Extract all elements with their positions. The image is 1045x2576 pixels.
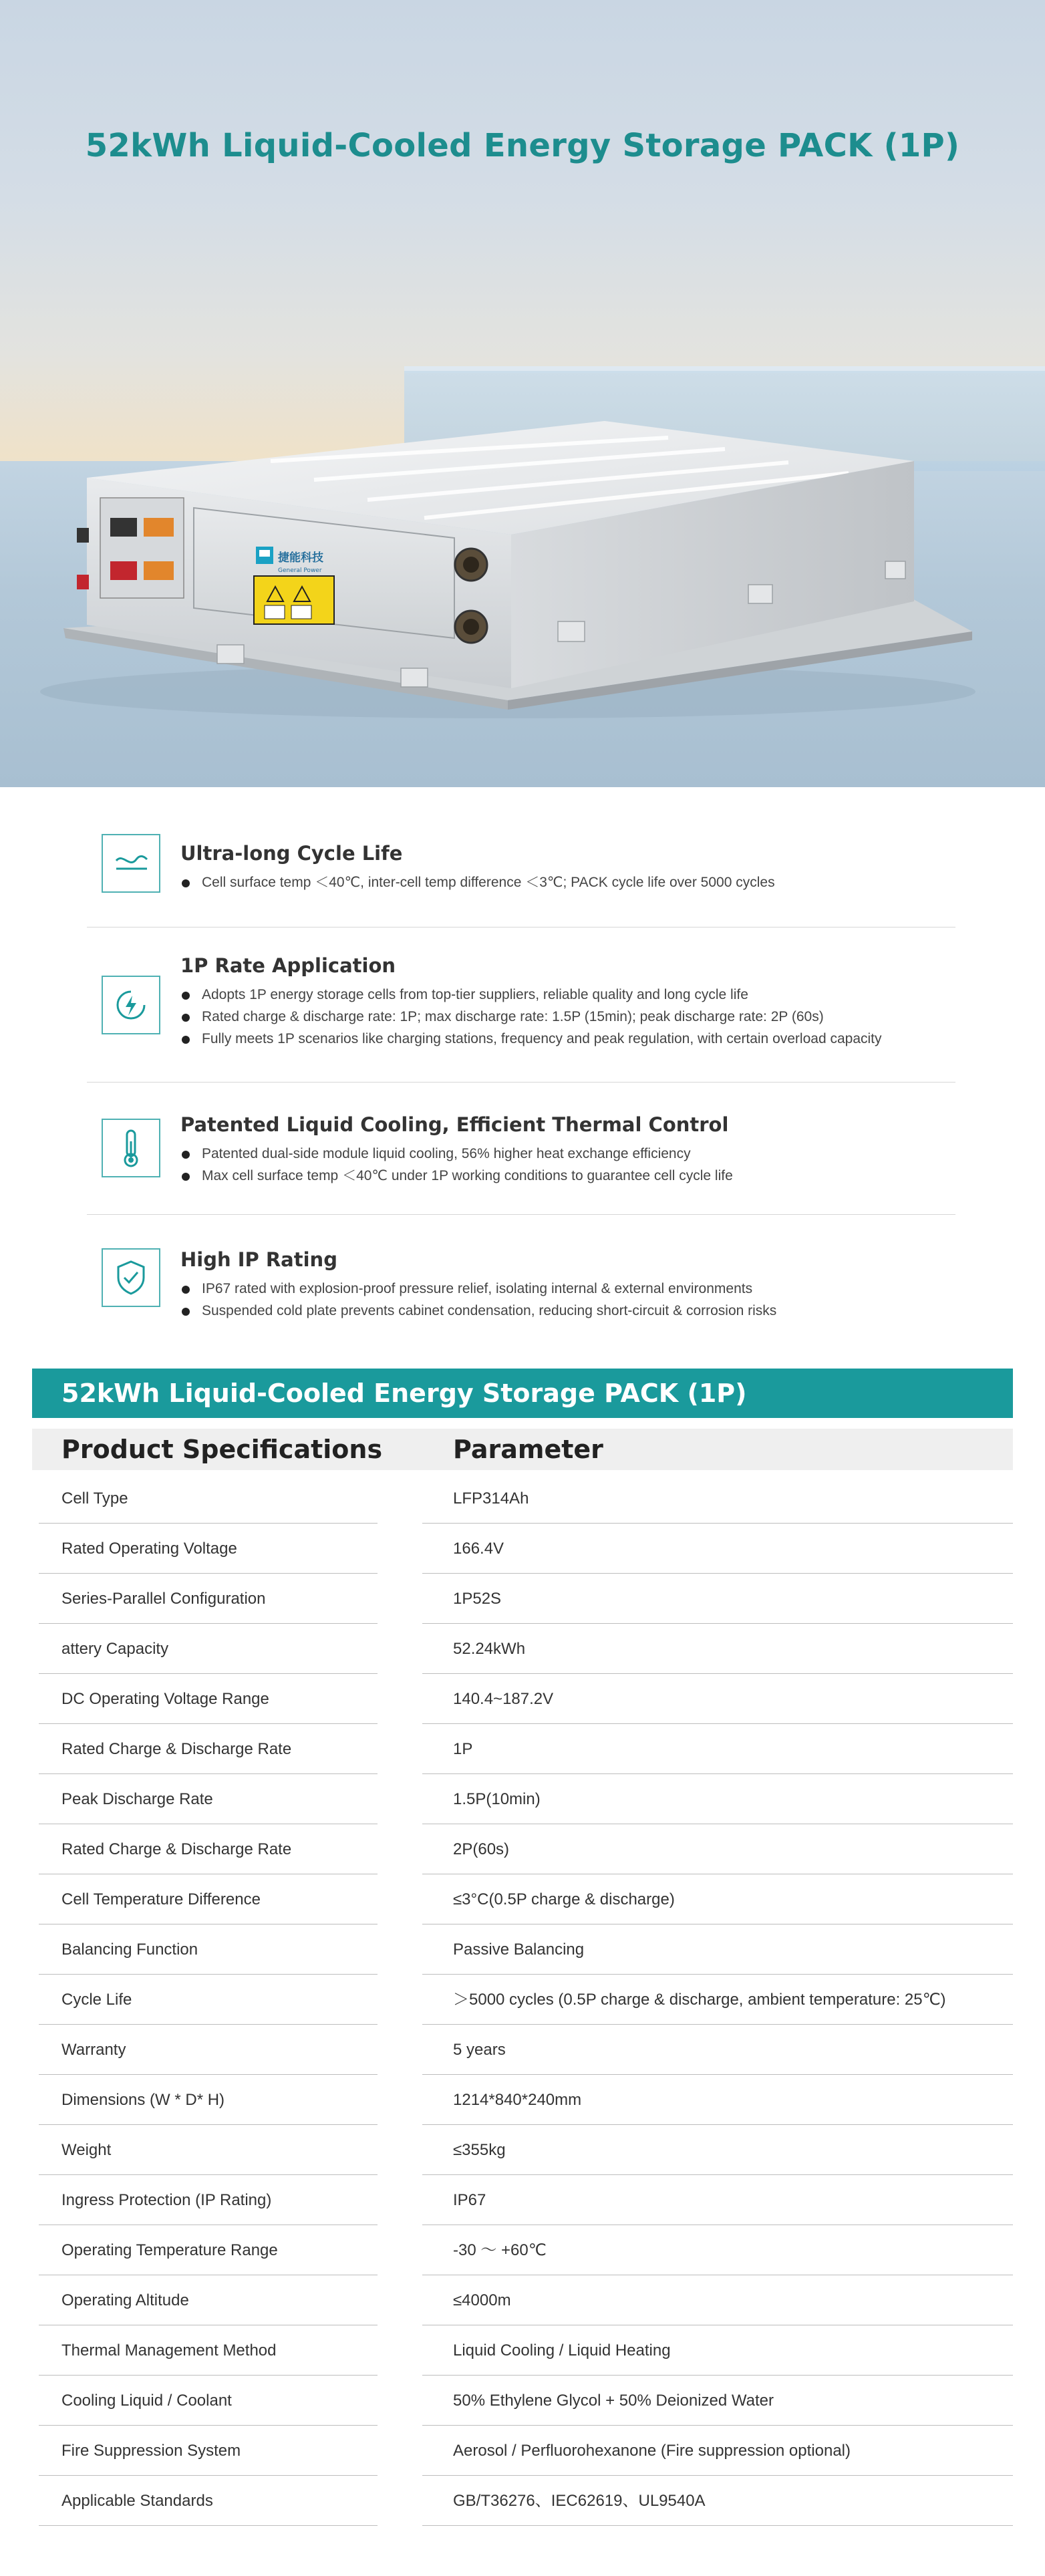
spec-label: Operating Altitude [39,2276,378,2325]
feature-bullet: Cell surface temp ＜40℃, inter-cell temp difference ＜3℃; PACK cycle life over 5000 cycles [180,871,955,893]
spec-value: Passive Balancing [422,1925,1013,1975]
spec-label: Rated Operating Voltage [39,1524,378,1574]
spec-label: Fire Suppression System [39,2426,378,2476]
table-row [0,2476,1045,2527]
red-cap [77,575,89,589]
feature-title: Patented Liquid Cooling, Efficient Thermal Control [180,1113,729,1136]
spec-label: attery Capacity [39,1624,378,1674]
spec-value: 2P(60s) [422,1825,1013,1874]
table-row [0,1875,1045,1925]
battery-pack-illustration [0,0,1045,787]
spec-value: 1P [422,1725,1013,1774]
feature-bullet: Fully meets 1P scenarios like charging stations, frequency and peak regulation, with certain overload capacity [180,1028,955,1050]
feature-title: Ultra-long Cycle Life [180,842,403,865]
spec-value: ≤4000m [422,2276,1013,2325]
spec-value: 140.4~187.2V [422,1675,1013,1724]
spec-label: Warranty [39,2025,378,2075]
table-row [0,1975,1045,2025]
spec-value: ≤3°C(0.5P charge & discharge) [422,1875,1013,1924]
table-row [0,1474,1045,1524]
table-row [0,1524,1045,1574]
feature-list [87,829,955,1322]
table-row [0,2025,1045,2076]
spec-value: 1214*840*240mm [422,2076,1013,2125]
table-row [0,2276,1045,2326]
spec-value: Aerosol / Perfluorohexanone (Fire suppression optional) [422,2426,1013,2476]
spec-value: 52.24kWh [422,1624,1013,1674]
spec-value: ≤355kg [422,2126,1013,2175]
feature-bullet: Rated charge & discharge rate: 1P; max discharge rate: 1.5P (15min); peak discharge rate: 2P (60s) [180,1006,955,1028]
feature-bullet: Adopts 1P energy storage cells from top-tier suppliers, reliable quality and long cycle life [180,984,955,1006]
spec-label: Ingress Protection (IP Rating) [39,2176,378,2225]
table-row [0,1925,1045,1975]
orange-connector-2 [144,561,174,580]
spec-header-left: Product Specifications [61,1435,383,1464]
table-row [0,2076,1045,2126]
table-row [0,2426,1045,2476]
spec-label: Rated Charge & Discharge Rate [39,1725,378,1774]
spec-header-right: Parameter [453,1435,603,1464]
feature-bullet: Max cell surface temp ＜40℃ under 1P working conditions to guarantee cell cycle life [180,1165,955,1187]
lightning-charge-icon [102,976,160,1034]
spec-value: 5 years [422,2025,1013,2075]
spec-value: Liquid Cooling / Liquid Heating [422,2326,1013,2376]
wave-cycle-icon [102,834,160,893]
table-row [0,1775,1045,1825]
feature-bullet: IP67 rated with explosion-proof pressure relief, isolating internal & external environments [180,1278,955,1300]
spec-label: Peak Discharge Rate [39,1775,378,1824]
feature-bullet: Patented dual-side module liquid cooling, 56% higher heat exchange efficiency [180,1143,955,1165]
spec-label: Cooling Liquid / Coolant [39,2376,378,2426]
feature-title: 1P Rate Application [180,954,396,977]
spec-value: ＞5000 cycles (0.5P charge & discharge, ambient temperature: 25℃) [422,1975,1013,2025]
spec-value: 1P52S [422,1574,1013,1624]
table-row [0,2226,1045,2276]
spec-label: Operating Temperature Range [39,2226,378,2275]
table-row [0,2126,1045,2176]
spec-label: Series-Parallel Configuration [39,1574,378,1624]
spec-label: DC Operating Voltage Range [39,1675,378,1724]
spec-value: GB/T36276、IEC62619、UL9540A [422,2476,1013,2526]
table-row [0,2326,1045,2376]
feature-bullet: Suspended cold plate prevents cabinet condensation, reducing short-circuit & corrosion risks [180,1300,955,1322]
spec-value: 50% Ethylene Glycol + 50% Deionized Water [422,2376,1013,2426]
feature-cycle-life [87,829,955,927]
hero-title: 52kWh Liquid-Cooled Energy Storage PACK (1P) [85,127,960,164]
table-row [0,1725,1045,1775]
table-row [0,1825,1045,1875]
spec-label: Balancing Function [39,1925,378,1975]
feature-ip-rating [87,1215,955,1322]
spec-banner-title: 52kWh Liquid-Cooled Energy Storage PACK (1P) [32,1369,1013,1418]
spec-table-body [0,1474,1045,2527]
feature-1p-rate [87,927,955,1083]
spec-value: 166.4V [422,1524,1013,1574]
spec-label: Cell Temperature Difference [39,1875,378,1924]
black-cap [77,528,89,543]
spec-value: 1.5P(10min) [422,1775,1013,1824]
black-terminal [110,518,137,537]
spec-value: -30 ～ +60℃ [422,2226,1013,2275]
spec-label: Cell Type [39,1474,378,1524]
spec-value: LFP314Ah [422,1474,1013,1524]
table-row [0,1624,1045,1675]
table-row [0,1574,1045,1624]
table-row [0,2176,1045,2226]
thermometer-icon [102,1119,160,1177]
feature-title: High IP Rating [180,1248,337,1271]
spec-label: Thermal Management Method [39,2326,378,2376]
orange-connector [144,518,174,537]
table-row [0,2376,1045,2426]
spec-label: Applicable Standards [39,2476,378,2526]
brand-subtitle: General Power [278,567,322,574]
red-terminal [110,561,137,580]
spec-label: Cycle Life [39,1975,378,2025]
connector-panel [100,498,184,598]
shield-check-icon [102,1248,160,1307]
spec-label: Rated Charge & Discharge Rate [39,1825,378,1874]
spec-label: Weight [39,2126,378,2175]
hero-banner [0,0,1045,787]
feature-liquid-cooling [87,1083,955,1215]
table-row [0,1675,1045,1725]
spec-table-header [32,1429,1013,1470]
brand-name: 捷能科技 [278,551,323,565]
spec-value: IP67 [422,2176,1013,2225]
spec-label: Dimensions (W * D* H) [39,2076,378,2125]
